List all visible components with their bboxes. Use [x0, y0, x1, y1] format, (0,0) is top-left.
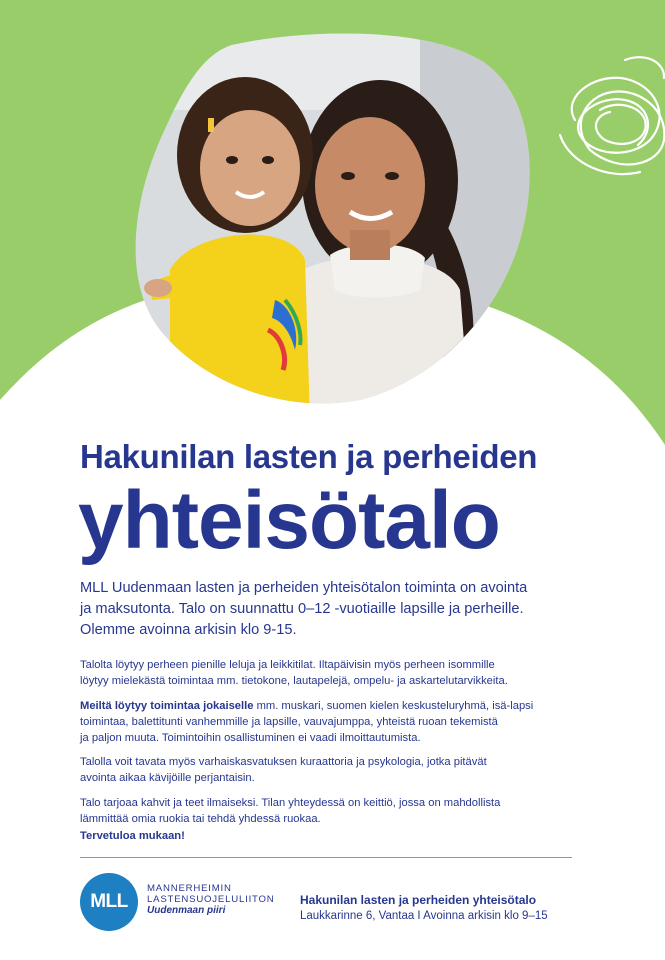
- intro-line: MLL Uudenmaan lasten ja perheiden yhteisötalon toiminta on avointa: [80, 580, 528, 596]
- org-name-line: MANNERHEIMIN: [147, 883, 232, 894]
- activities-highlight: Meiltä löytyy toimintaa jokaiselle: [80, 700, 254, 712]
- org-district: Uudenmaan piiri: [147, 905, 226, 916]
- paragraph-activities: [80, 698, 580, 746]
- intro-line: ja maksutonta. Talo on suunnattu 0–12 -vuotiaille lapsille ja perheille.: [80, 601, 524, 617]
- family-photo: [0, 0, 665, 430]
- paragraph-line: Talolla voit tavata myös varhaiskasvatuksen kuraattoria ja psykologia, jotka pitävät: [80, 756, 487, 768]
- venue-address: Laukkarinne 6, Vantaa I Avoinna arkisin klo 9–15: [300, 910, 548, 922]
- venue-name: Hakunilan lasten ja perheiden yhteisötalo: [300, 893, 537, 907]
- paragraph-coffee: [80, 795, 580, 827]
- title-line-1: Hakunilan lasten ja perheiden: [80, 438, 538, 475]
- paragraph-line: Talolta löytyy perheen pienille leluja ja leikkitilat. Iltapäivisin myös perheen isommille: [80, 659, 495, 671]
- org-name: [147, 883, 275, 905]
- paragraph-line: avointa aikaa kävijöille perjantaisin.: [80, 772, 255, 784]
- intro-line: Olemme avoinna arkisin klo 9-15.: [80, 622, 297, 638]
- title-line-2: yhteisötalo: [78, 475, 500, 566]
- paragraph-counselor: [80, 754, 580, 786]
- paragraph-line: [80, 698, 580, 714]
- intro-text: [80, 578, 580, 641]
- org-name-line: LASTENSUOJELULIITON: [147, 894, 275, 905]
- welcome-text: Tervetuloa mukaan!: [80, 830, 185, 842]
- activities-rest: mm. muskari, suomen kielen keskusteluryhmä, isä-lapsi: [253, 700, 534, 712]
- paragraph-line: ja paljon muuta. Toimintoihin osallistuminen ei vaadi ilmoittautumista.: [80, 732, 421, 744]
- paragraph-line: Talo tarjoaa kahvit ja teet ilmaiseksi. Tilan yhteydessä on keittiö, jossa on mahdollista: [80, 797, 501, 809]
- paragraph-line: lämmittää omia ruokia tai tehdä yhdessä ruokaa.: [80, 813, 321, 825]
- paragraph-line: toimintaa, balettitunti vanhemmille ja lapsille, vauvajumppa, yhteistä ruoan tekemistä: [80, 716, 498, 728]
- paragraph-toys: [80, 657, 580, 689]
- paragraph-line: löytyy mielekästä toimintaa mm. tietokone, lautapelejä, ompelu- ja askartelutarvikkeita.: [80, 675, 508, 687]
- mll-logo: MLL: [80, 873, 138, 931]
- footer-divider: [80, 857, 572, 858]
